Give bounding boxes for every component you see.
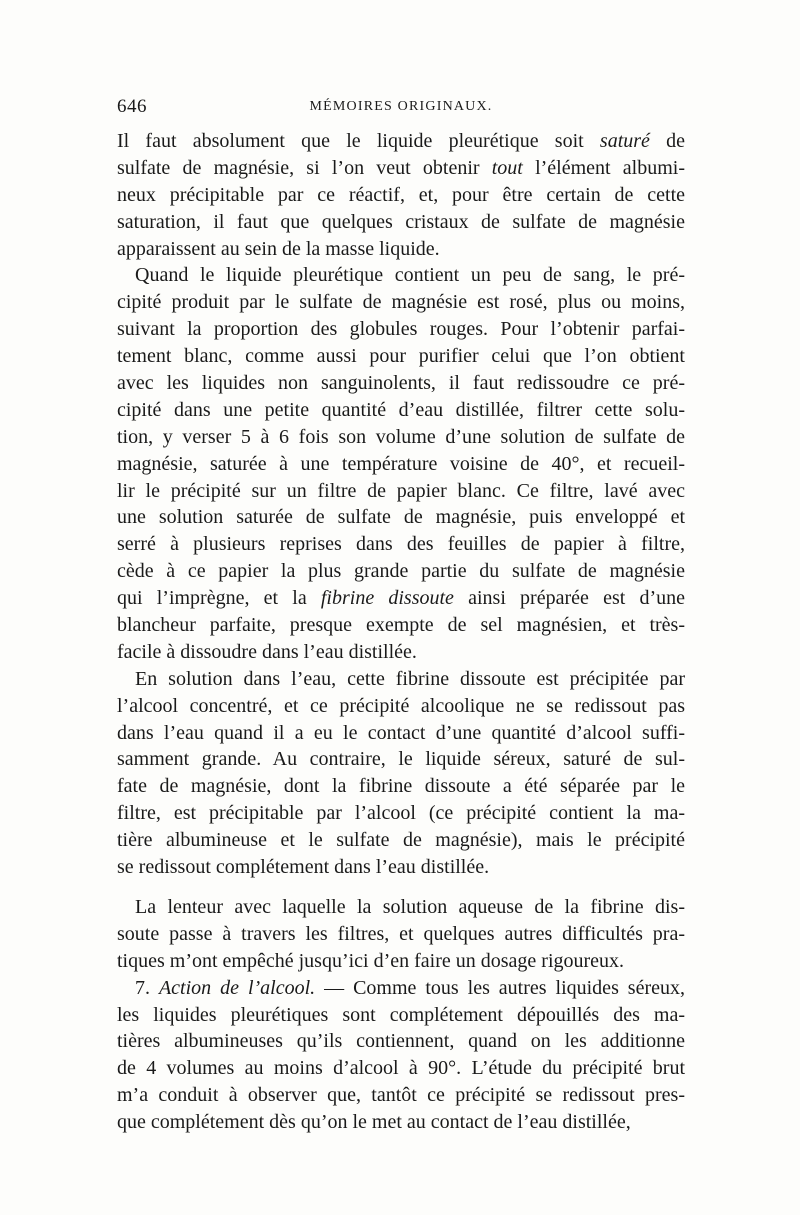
text-line: lir le précipité sur un filtre de papier blanc. Ce filtre, lavé avec: [117, 479, 685, 502]
text-line: tion, y verser 5 à 6 fois son volume d’une solution de sulfate de: [117, 425, 685, 448]
text-line: Il faut absolument que le liquide pleurétique soit saturé de: [117, 130, 685, 152]
running-title: MÉMOIRES ORIGINAUX.: [309, 99, 493, 114]
text-line: En solution dans l’eau, cette fibrine dissoute est précipitée par: [135, 667, 685, 690]
paragraph: [117, 894, 685, 975]
text-line: filtre, est précipitable par l’alcool (ce précipité contient la ma-: [117, 802, 685, 825]
text-line: suivant la proportion des globules rouges. Pour l’obtenir parfai-: [117, 318, 685, 341]
text-line: saturation, il faut que quelques cristaux de sulfate de magnésie: [117, 210, 685, 233]
text-line: facile à dissoudre dans l’eau distillée.: [117, 640, 417, 663]
paragraph-gap: [117, 881, 685, 894]
text-line: sulfate de magnésie, si l’on veut obtenir tout l’élément albumi-: [117, 156, 685, 179]
text-line: tière albumineuse et le sulfate de magnésie), mais le précipité: [117, 829, 685, 852]
body-text: [117, 128, 685, 1136]
paragraph: [117, 975, 685, 1136]
paragraph: [117, 666, 685, 881]
text-line: soute passe à travers les filtres, et quelques autres difficultés pra-: [117, 922, 685, 945]
text-line: se redissout complétement dans l’eau distillée.: [117, 856, 490, 879]
text-line: de 4 volumes au moins d’alcool à 90°. L’étude du précipité brut: [117, 1057, 685, 1080]
text-line: tement blanc, comme aussi pour purifier celui que l’on obtient: [117, 345, 685, 368]
text-line: tiques m’ont empêché jusqu’ici d’en faire un dosage rigoureux.: [117, 949, 625, 972]
text-line: dans l’eau quand il a eu le contact d’une quantité d’alcool suffi-: [117, 721, 685, 744]
paragraph: [117, 128, 685, 262]
text-line: les liquides pleurétiques sont complétement dépouillés des ma-: [117, 1003, 685, 1026]
text-line: neux précipitable par ce réactif, et, pour être certain de cette: [117, 183, 685, 206]
text-line: tières albumineuses qu’ils contiennent, quand on les additionne: [117, 1030, 685, 1053]
text-line: cipité produit par le sulfate de magnésie est rosé, plus ou moins,: [117, 291, 685, 314]
italic-text: saturé: [599, 130, 650, 152]
text-line: magnésie, saturée à une température voisine de 40°, et recueil-: [117, 452, 685, 475]
text-line: une solution saturée de sulfate de magnésie, puis enveloppé et: [117, 506, 685, 529]
italic-text: Action de l’alcool.: [158, 976, 316, 999]
text-line: apparaissent au sein de la masse liquide.: [117, 237, 440, 260]
italic-text: tout: [491, 156, 523, 179]
paragraph: [117, 262, 685, 665]
text-line: serré à plusieurs reprises dans des feuilles de papier à filtre,: [117, 533, 685, 556]
text-line: La lenteur avec laquelle la solution aqueuse de la fibrine dis-: [135, 895, 685, 918]
text-line: qui l’imprègne, et la fibrine dissoute ainsi préparée est d’une: [117, 587, 685, 610]
running-head: [117, 96, 685, 122]
text-line: l’alcool concentré, et ce précipité alcoolique ne se redissout pas: [117, 694, 685, 717]
page-number: 646: [117, 96, 147, 117]
text-line: cède à ce papier la plus grande partie du sulfate de magnésie: [117, 560, 685, 583]
text-line: blancheur parfaite, presque exempte de sel magnésien, et très-: [117, 614, 685, 637]
text-line: avec les liquides non sanguinolents, il faut redissoudre ce pré-: [117, 372, 685, 395]
text-line: Quand le liquide pleurétique contient un peu de sang, le pré-: [135, 264, 685, 287]
text-line: m’a conduit à observer que, tantôt ce précipité se redissout pres-: [117, 1084, 685, 1107]
text-line: cipité dans une petite quantité d’eau distillée, filtrer cette solu-: [117, 398, 685, 421]
text-line: 7. Action de l’alcool. — Comme tous les autres liquides séreux,: [135, 976, 685, 999]
text-line: fate de magnésie, dont la fibrine dissoute a été séparée par le: [117, 775, 685, 798]
italic-text: fibrine dissoute: [320, 587, 454, 610]
text-line: samment grande. Au contraire, le liquide séreux, saturé de sul-: [117, 748, 685, 771]
text-line: que complétement dès qu’on le met au contact de l’eau distillée,: [117, 1111, 631, 1134]
